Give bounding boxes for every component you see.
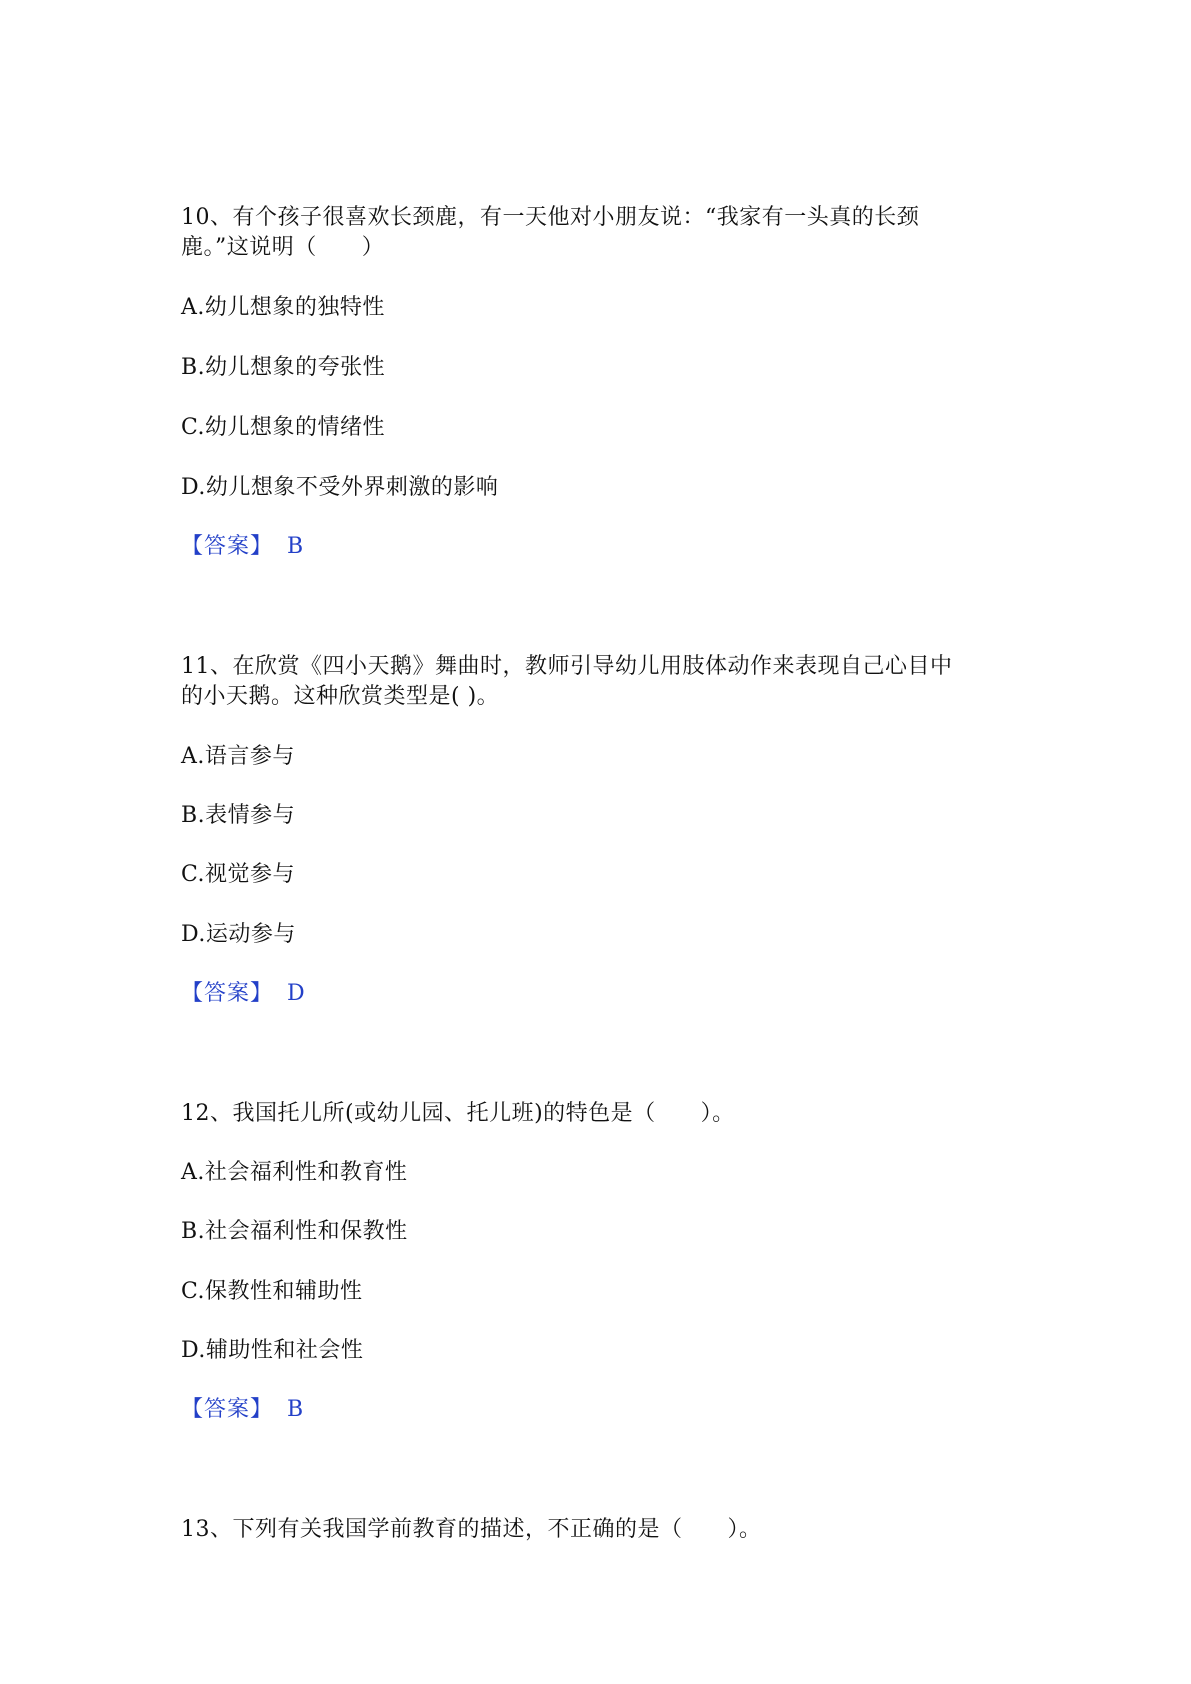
question-11-option-c: C.视觉参与 (181, 862, 296, 887)
question-11-option-a: A.语言参与 (181, 744, 295, 769)
question-10-option-a: A.幼儿想象的独特性 (181, 295, 385, 320)
question-10-stem-line-2: 鹿。”这说明（ ） (181, 235, 385, 260)
answer-value: B (287, 1397, 304, 1422)
question-12-option-a: A.社会福利性和教育性 (181, 1160, 408, 1185)
question-10-stem-line-1: 10、有个孩子很喜欢长颈鹿，有一天他对小朋友说：“我家有一头真的长颈 (181, 205, 920, 230)
question-10-option-b: B.幼儿想象的夸张性 (181, 355, 386, 380)
question-11-answer (181, 979, 305, 1009)
question-10-option-d: D.幼儿想象不受外界刺激的影响 (181, 475, 499, 500)
question-12-stem-line-1: 12、我国托儿所(或幼儿园、托儿班)的特色是（ ）。 (181, 1101, 735, 1126)
answer-label: 【答案】 (181, 534, 274, 559)
question-12-option-c: C.保教性和辅助性 (181, 1279, 363, 1304)
answer-label: 【答案】 (181, 1397, 274, 1422)
question-11-stem-line-2: 的小天鹅。这种欣赏类型是( )。 (181, 684, 500, 709)
answer-value: D (287, 981, 306, 1006)
question-12-answer (181, 1395, 304, 1425)
answer-value: B (287, 534, 304, 559)
question-11-stem-line-1: 11、在欣赏《四小天鹅》舞曲时，教师引导幼儿用肢体动作来表现自己心目中 (181, 654, 953, 679)
answer-label: 【答案】 (181, 981, 274, 1006)
question-11-option-d: D.运动参与 (181, 922, 296, 947)
question-11-option-b: B.表情参与 (181, 803, 296, 828)
question-10-option-c: C.幼儿想象的情绪性 (181, 415, 386, 440)
question-10-answer (181, 532, 304, 562)
question-12-option-d: D.辅助性和社会性 (181, 1338, 364, 1363)
question-12-option-b: B.社会福利性和保教性 (181, 1219, 408, 1244)
question-13-stem-line-1: 13、下列有关我国学前教育的描述，不正确的是（ ）。 (181, 1517, 762, 1542)
